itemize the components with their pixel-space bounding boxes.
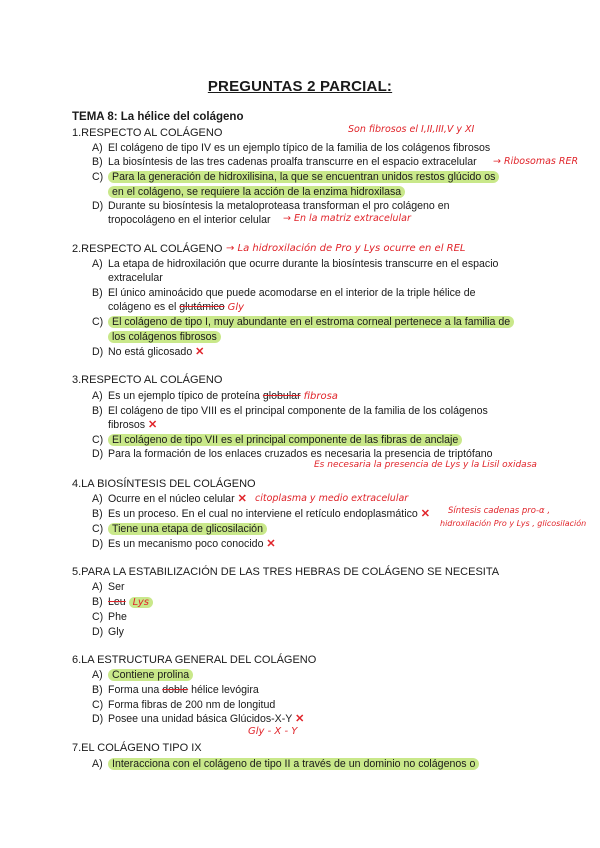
q2-option-d: D) No está glicosado ✕ bbox=[92, 346, 205, 358]
wrong-mark-icon: ✕ bbox=[237, 493, 247, 505]
q2-option-b: B) El único aminoácido que puede acomodarse en el interior de la triple hélice de bbox=[92, 287, 476, 299]
wrong-mark-icon: ✕ bbox=[148, 419, 158, 431]
question-4-heading: 4.LA BIOSÍNTESIS DEL COLÁGENO bbox=[72, 478, 256, 490]
q6-option-a: A) Contiene prolina bbox=[92, 668, 193, 682]
question-1-note: Son fibrosos el I,II,III,V y XI bbox=[348, 124, 475, 135]
q4-option-a-note: citoplasma y medio extracelular bbox=[255, 493, 409, 504]
q1-option-b-note: → Ribosomas RER bbox=[493, 156, 579, 167]
wrong-mark-icon: ✕ bbox=[420, 508, 430, 520]
question-3-heading: 3.RESPECTO AL COLÁGENO bbox=[72, 374, 223, 386]
wrong-mark-icon: ✕ bbox=[266, 538, 276, 550]
q4-option-a: A) Ocurre en el núcleo celular ✕ bbox=[92, 493, 247, 505]
q1-option-d-cont: tropocolágeno en el interior celular bbox=[108, 214, 271, 226]
q3-option-b: B) El colágeno de tipo VIII es el principal componente de la familia de los colágenos bbox=[92, 405, 488, 417]
q2-option-c-cont: los colágenos fibrosos bbox=[108, 330, 221, 344]
question-2-heading: 2.RESPECTO AL COLÁGENO bbox=[72, 243, 223, 255]
q1-option-c: C) Para la generación de hidroxilisina, la que se encuentran unidos restos glúcido os bbox=[92, 170, 499, 184]
question-1-heading: 1.RESPECTO AL COLÁGENO bbox=[72, 127, 223, 139]
q6-option-b: B) Forma una doble hélice levógira bbox=[92, 684, 259, 696]
wrong-mark-icon: ✕ bbox=[295, 713, 305, 725]
q3-option-d: D) Para la formación de los enlaces cruzados es necesaria la presencia de triptófano bbox=[92, 448, 493, 460]
q4-option-d: D) Es un mecanismo poco conocido ✕ bbox=[92, 538, 276, 550]
question-7-heading: 7.EL COLÁGENO TIPO IX bbox=[72, 742, 202, 754]
q4-option-b-note: Síntesis cadenas pro-α , bbox=[448, 506, 551, 516]
q5-option-c: C) Phe bbox=[92, 611, 127, 623]
q6-option-c: C) Forma fibras de 200 nm de longitud bbox=[92, 699, 276, 711]
q3-option-a: A) Es un ejemplo típico de proteína globular fibrosa bbox=[92, 390, 338, 402]
q2-option-b-cont: colágeno es el glutámico Gly bbox=[108, 301, 245, 313]
page-title: PREGUNTAS 2 PARCIAL: bbox=[207, 78, 393, 95]
question-6-heading: 6.LA ESTRUCTURA GENERAL DEL COLÁGENO bbox=[72, 654, 317, 666]
q4-option-b-note2: hidroxilación Pro y Lys , glicosilación bbox=[440, 519, 587, 528]
q3-option-c: C) El colágeno de tipo VII es el principal componente de las fibras de anclaje bbox=[92, 433, 462, 447]
q5-option-b: B) Leu Lys bbox=[92, 595, 153, 610]
question-2-note: → La hidroxilación de Pro y Lys ocurre en el REL bbox=[226, 243, 466, 254]
q1-option-a: A) El colágeno de tipo IV es un ejemplo típico de la familia de los colágenos fibrosos bbox=[92, 142, 491, 154]
q1-option-d-note: → En la matriz extracelular bbox=[283, 213, 411, 224]
q1-option-d: D) Durante su biosíntesis la metaloproteasa transforman el pro colágeno en bbox=[92, 200, 450, 212]
wrong-mark-icon: ✕ bbox=[195, 346, 205, 358]
q4-option-c: C) Tiene una etapa de glicosilación bbox=[92, 522, 267, 536]
q1-option-c-cont: en el colágeno, se requiere la acción de la enzima hidroxilasa bbox=[108, 185, 405, 199]
q3-option-d-note: Es necesaria la presencia de Lys y la Lisil oxidasa bbox=[314, 460, 537, 470]
topic-heading: TEMA 8: La hélice del colágeno bbox=[72, 111, 244, 123]
q5-option-a: A) Ser bbox=[92, 581, 125, 593]
q2-option-a: A) La etapa de hidroxilación que ocurre durante la biosíntesis transcurre en el espacio bbox=[92, 258, 499, 270]
q5-option-d: D) Gly bbox=[92, 626, 124, 638]
q4-option-b: B) Es un proceso. En el cual no interviene el retículo endoplasmático ✕ bbox=[92, 508, 430, 520]
q1-option-b: B) La biosíntesis de las tres cadenas proalfa transcurre en el espacio extracelular bbox=[92, 156, 477, 168]
q7-option-a: A) Interacciona con el colágeno de tipo II a través de un dominio no colágenos o bbox=[92, 757, 479, 771]
q6-option-d-note: Gly - X - Y bbox=[248, 726, 298, 737]
q2-option-a-cont: extracelular bbox=[108, 272, 163, 284]
q3-option-b-cont: fibrosos ✕ bbox=[108, 419, 158, 431]
q6-option-d: D) Posee una unidad básica Glúcidos-X-Y ✕ bbox=[92, 713, 305, 725]
question-5-heading: 5.PARA LA ESTABILIZACIÓN DE LAS TRES HEBRAS DE COLÁGENO SE NECESITA bbox=[72, 566, 500, 578]
q2-option-c: C) El colágeno de tipo I, muy abundante en el estroma corneal pertenece a la familia de bbox=[92, 315, 514, 329]
